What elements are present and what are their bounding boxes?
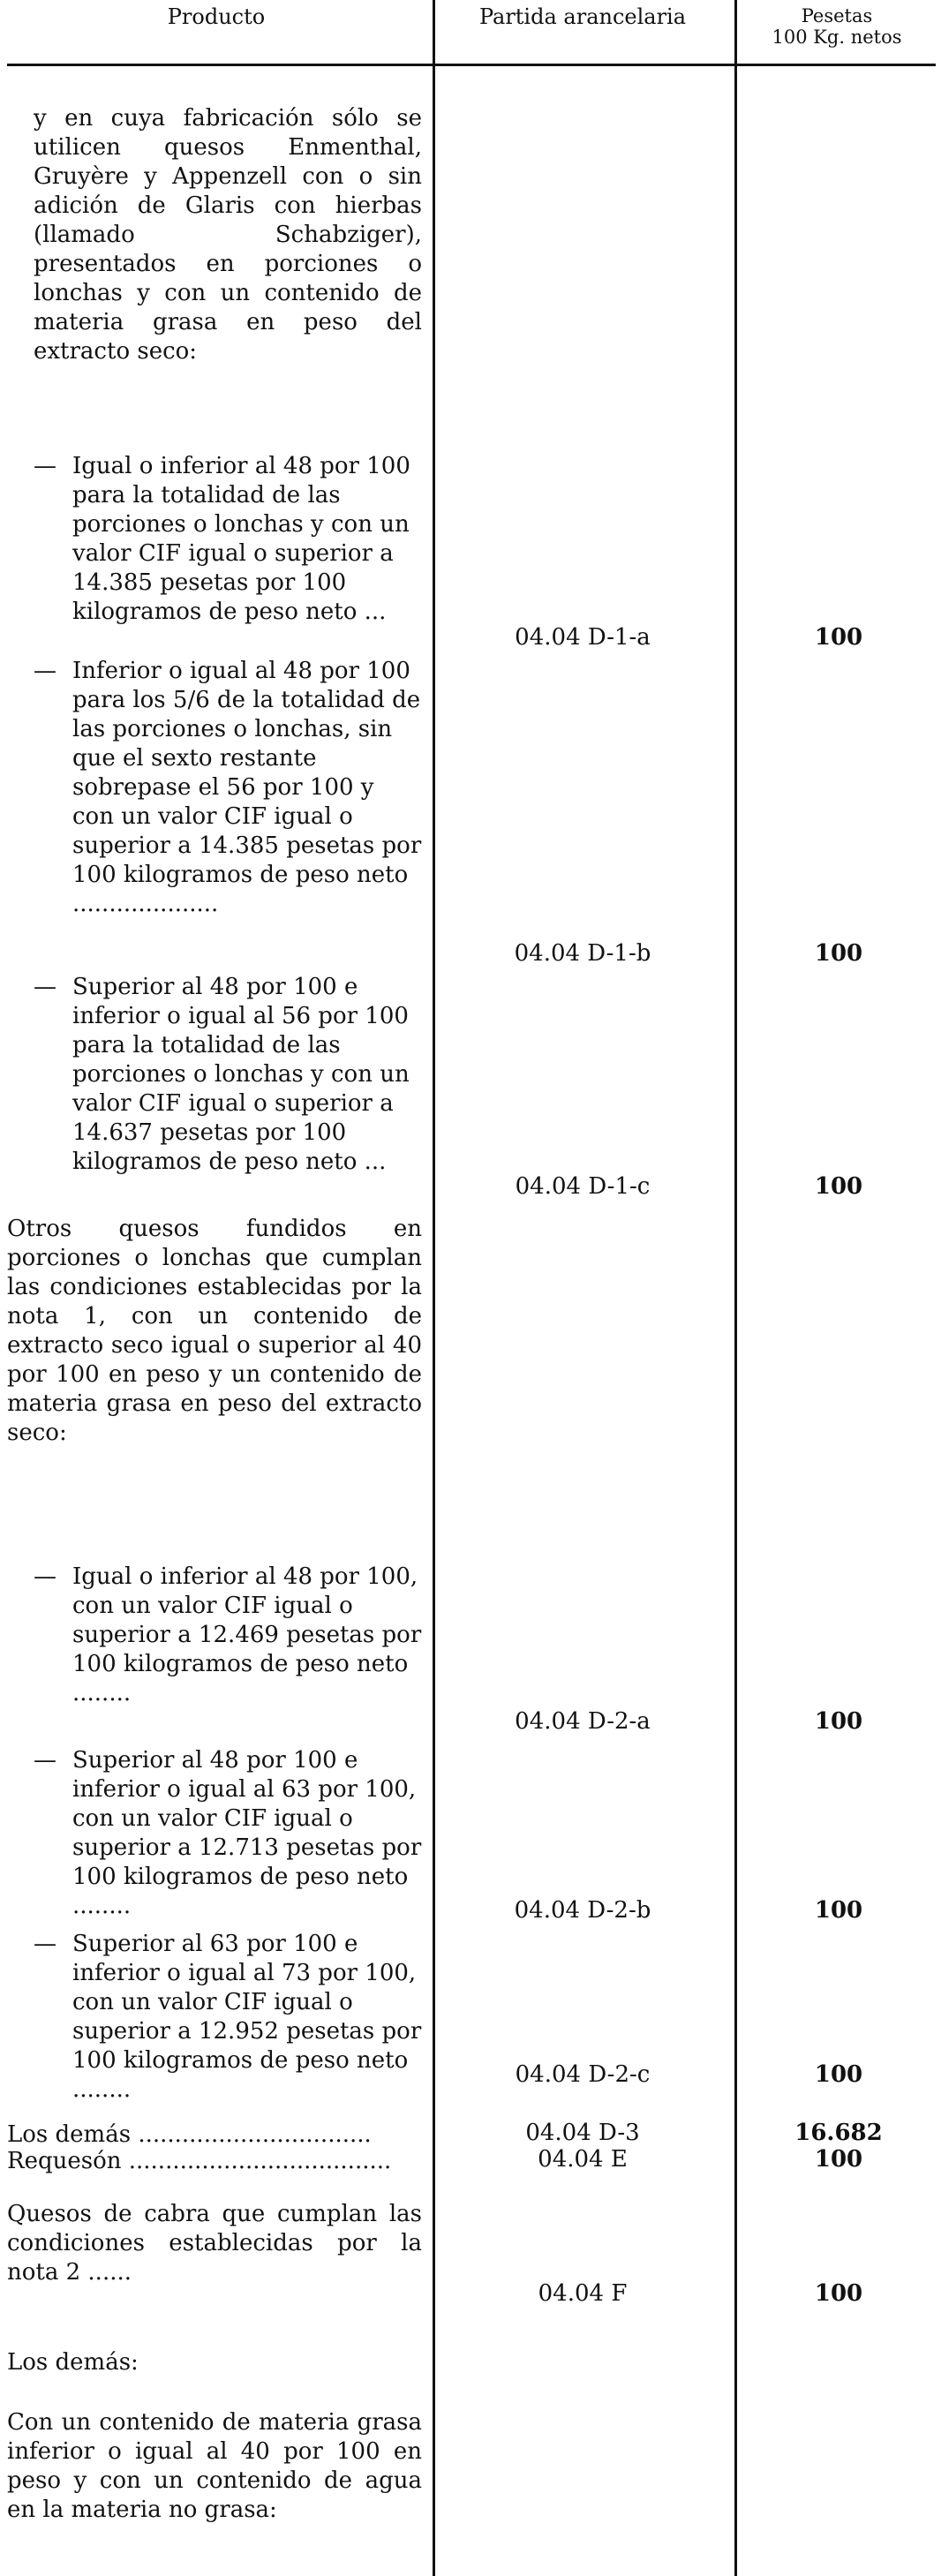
header-product-label: Producto xyxy=(167,4,266,29)
column-divider-1 xyxy=(433,0,435,2576)
column-divider-2 xyxy=(734,0,737,2576)
value-pesetas: 100 xyxy=(814,2280,863,2307)
header-pesetas-label: Pesetas xyxy=(801,5,873,26)
tariff-code: 04.04 D-2-a xyxy=(515,1708,651,1735)
otros-paragraph: Otros quesos fundidos en porciones o lonchas que cumplan las condiciones establecidas por la nota 1, con un contenido de extracto seco igual o superior al 40 por 100 en peso y un contenido de materia grasa en peso del extracto seco: xyxy=(7,1216,422,1446)
list-item xyxy=(34,1746,422,1921)
tariff-code: 04.04 D-3 xyxy=(525,2120,640,2146)
item-text: Inferior o igual al 48 por 100 para los 5/6 de la totalidad de las porciones o lonchas, sin que el sexto restante sobrepase el 56 por 100 y con un valor CIF igual o superior a 14.385 pesetas por 100 kilogramos de peso neto .................... xyxy=(72,658,422,917)
dash-marker: — xyxy=(34,1747,56,1774)
intro-paragraph: y en cuya fabricación sólo se utilicen quesos Enmenthal, Gruyère y Appenzell con o sin adición de Glaris con hierbas (llamado Schabziger), presentados en porciones o lonchas y con un contenido de materia grasa en peso del extracto seco: xyxy=(34,105,422,365)
row-text: Los demás ................................ xyxy=(7,2121,372,2148)
dash-marker: — xyxy=(34,453,56,479)
value-pesetas: 100 xyxy=(814,2146,863,2173)
value-pesetas: 100 xyxy=(814,1897,863,1924)
header-pesetas-unit: 100 Kg. netos xyxy=(772,26,902,48)
tariff-code: 04.04 D-1-a xyxy=(515,624,651,651)
item-text: Superior al 63 por 100 e inferior o igual al 73 por 100, con un valor CIF igual o superior a 12.952 pesetas por 100 kilogramos de peso neto ........ xyxy=(72,1931,422,2103)
dash-marker: — xyxy=(34,1563,56,1590)
value-pesetas: 100 xyxy=(814,2061,863,2088)
list-item xyxy=(34,657,422,919)
value-pesetas: 100 xyxy=(814,940,863,967)
item-text: Superior al 48 por 100 e inferior o igual al 56 por 100 para la totalidad de las porciones o lonchas y con un valor CIF igual o superior a 14.637 pesetas por 100 kilogramos de peso neto ... xyxy=(72,974,410,1175)
dash-marker: — xyxy=(34,658,56,684)
value-pesetas: 16.682 xyxy=(794,2120,883,2146)
value-pesetas: 100 xyxy=(814,624,863,651)
tariff-code: 04.04 D-1-b xyxy=(514,940,651,967)
tariff-code: 04.04 D-2-c xyxy=(515,2061,651,2088)
header-rule xyxy=(7,64,936,66)
value-pesetas: 100 xyxy=(814,1708,863,1735)
item-text: Igual o inferior al 48 por 100, con un valor CIF igual o superior a 12.469 pesetas por 100 kilogramos de peso neto ........ xyxy=(72,1563,422,1706)
list-item xyxy=(34,452,422,627)
header-pesetas xyxy=(733,0,941,62)
list-item xyxy=(34,1930,422,2105)
los-demas-heading: Los demás: xyxy=(7,2349,139,2376)
final-paragraph: Con un contenido de materia grasa inferior o igual al 40 por 100 en peso y con un contenido de agua en la materia no grasa: xyxy=(7,2409,422,2523)
list-item xyxy=(34,1563,422,1708)
cabra-paragraph: Quesos de cabra que cumplan las condiciones establecidas por la nota 2 ...... xyxy=(7,2201,422,2286)
item-text: Igual o inferior al 48 por 100 para la totalidad de las porciones o lonchas y con un valor CIF igual o superior a 14.385 pesetas por 100 kilogramos de peso neto ... xyxy=(72,453,410,625)
row-text: Requesón .................................... xyxy=(7,2148,392,2174)
tariff-code: 04.04 F xyxy=(538,2280,628,2307)
tariff-code: 04.04 D-2-b xyxy=(514,1897,651,1924)
tariff-code: 04.04 D-1-c xyxy=(515,1173,651,1200)
header-partida xyxy=(433,0,733,62)
value-pesetas: 100 xyxy=(814,1173,863,1200)
dash-marker: — xyxy=(34,974,56,1000)
header-partida-label: Partida arancelaria xyxy=(478,4,687,29)
header-product xyxy=(0,0,433,62)
list-item xyxy=(34,973,422,1177)
dash-marker: — xyxy=(34,1931,56,1957)
tariff-code: 04.04 E xyxy=(538,2146,628,2173)
item-text: Superior al 48 por 100 e inferior o igual al 63 por 100, con un valor CIF igual o superior a 12.713 pesetas por 100 kilogramos de peso neto ........ xyxy=(72,1747,422,1919)
